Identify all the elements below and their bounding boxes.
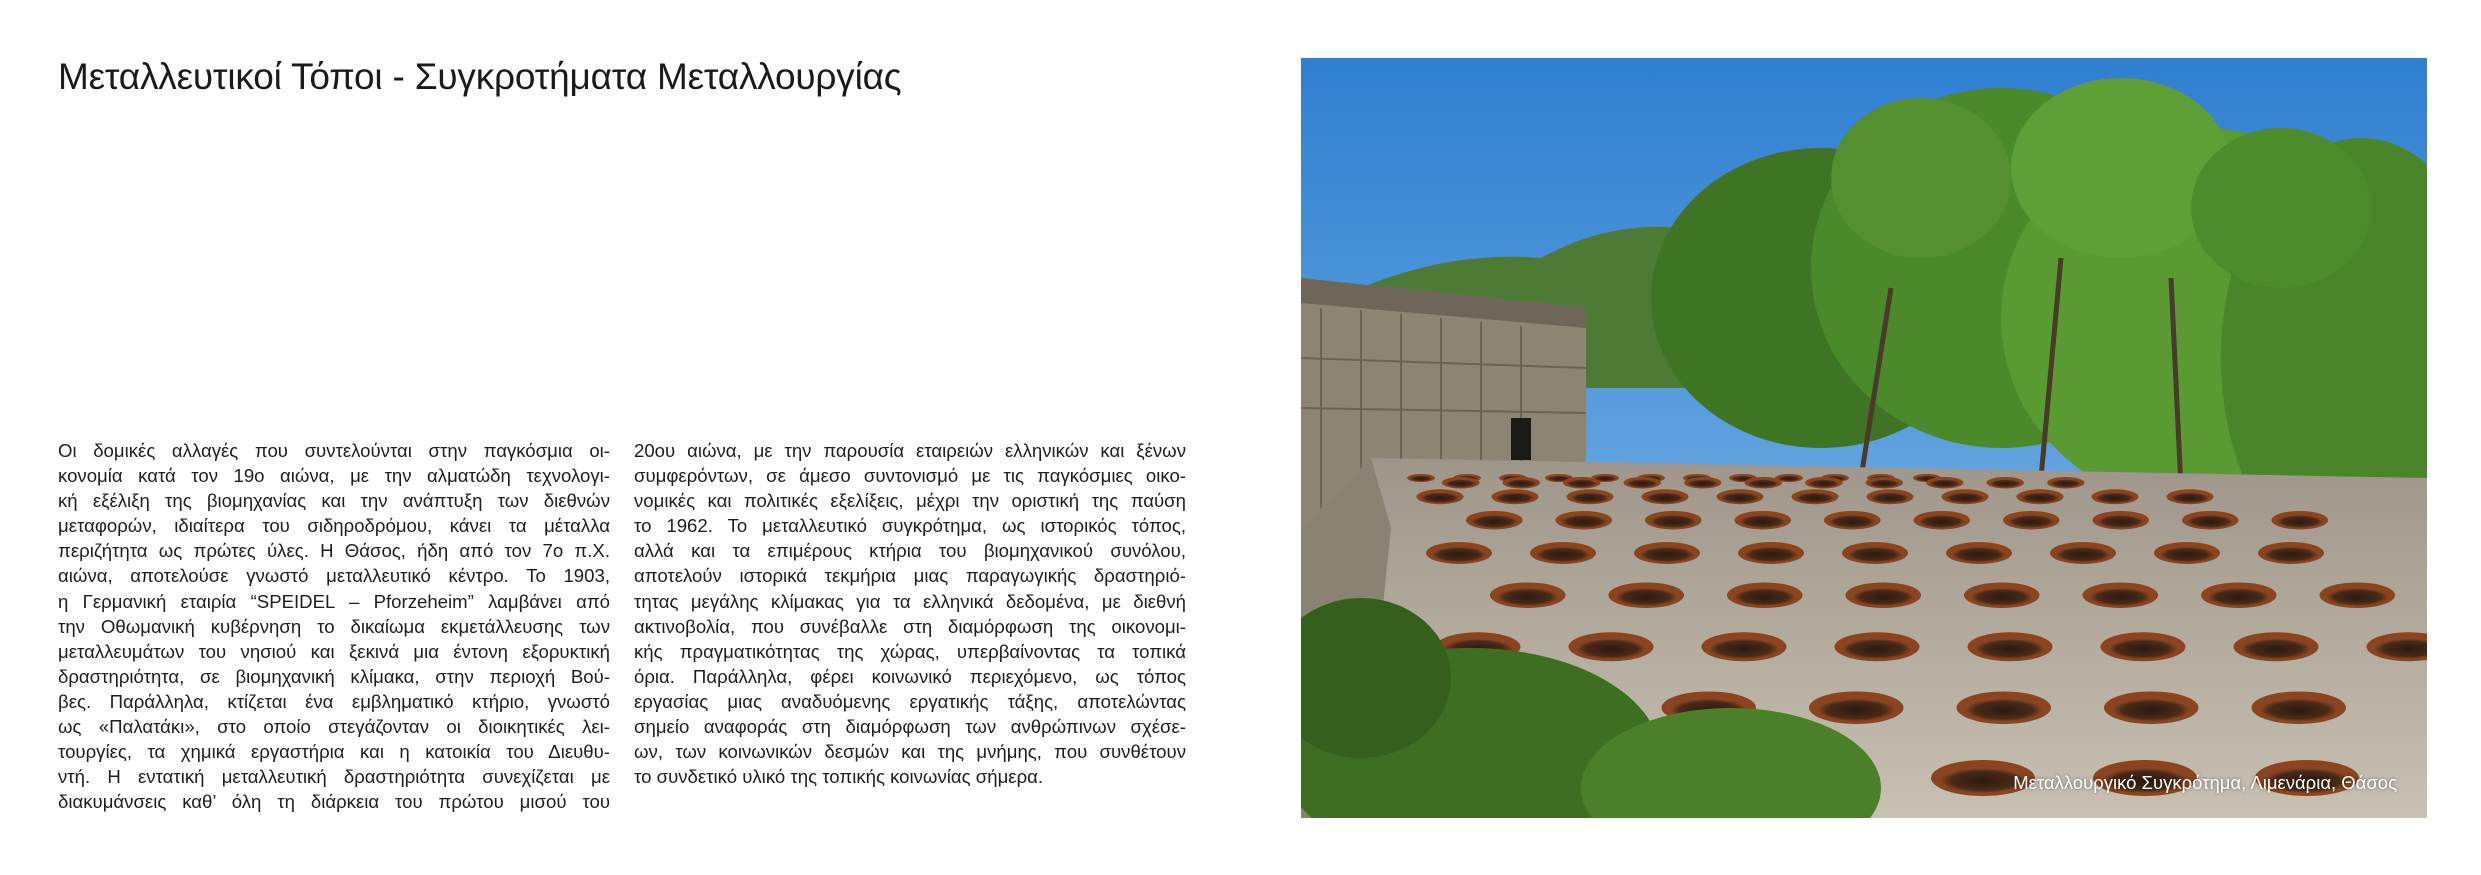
rust-pit-inner <box>1975 639 2045 659</box>
rust-pit-inner <box>1871 493 1910 504</box>
rust-pit-inner <box>1566 480 1597 488</box>
rust-pit-inner <box>2171 493 2210 504</box>
text-line: τητας μεγάλης κλίμακας για τα ελληνικά δεδομένα, με διεθνή <box>634 590 1186 612</box>
rust-pit-inner <box>1818 699 1895 722</box>
rust-pit-inner <box>1471 515 1517 528</box>
rust-pit-inner <box>1748 480 1779 488</box>
rust-pit-inner <box>1929 480 1960 488</box>
rust-pit-inner <box>1506 480 1537 488</box>
text-line: βες. Παράλληλα, κτίζεται ένα εμβληματικό κτήριο, γνωστό <box>58 690 610 712</box>
text-line: τουργίες, τα χημικά εργαστήρια και η κατοικία του Διευθυ- <box>58 741 610 763</box>
rust-pit-inner <box>1496 493 1535 504</box>
rust-pit-inner <box>2241 639 2311 659</box>
rust-pit-inner <box>1571 493 1610 504</box>
rust-pit-inner <box>1561 515 1607 528</box>
rust-pit-inner <box>1615 588 1677 606</box>
photo-caption: Μεταλλουργικό Συγκρότημα, Λιμενάρια, Θάσος <box>2013 772 2397 793</box>
rust-pit-inner <box>1650 515 1696 528</box>
rust-pit-inner <box>1497 588 1559 606</box>
rust-pit-inner <box>1640 547 1694 562</box>
text-line: αλλά και τα επιμέρους κτήρια του βιομηχανικού συνόλου, <box>634 540 1186 562</box>
rust-pit-inner <box>2187 515 2233 528</box>
rust-pit-inner <box>1829 515 1875 528</box>
rust-pit-inner <box>1869 480 1900 488</box>
text-line: δραστηριότητα, σε βιομηχανική κλίμακα, στην περιοχή Βού- <box>58 665 610 687</box>
rust-pit-inner <box>2089 588 2151 606</box>
rust-pit-inner <box>1919 515 1965 528</box>
rust-pit-inner <box>1971 588 2033 606</box>
rust-pit-inner <box>1952 547 2006 562</box>
rust-pit-inner <box>1421 493 1460 504</box>
text-line: διακυμάνσεις καθ’ όλη τη διάρκεια του πρώτου μισού του <box>58 791 610 813</box>
rust-pit-inner <box>2098 515 2144 528</box>
rust-pit-inner <box>1687 480 1718 488</box>
text-line: την Οθωμανική κυβέρνηση το δικαίωμα εκμετάλλευσης των <box>58 615 610 637</box>
rust-pit-inner <box>2056 547 2110 562</box>
rust-pit-inner <box>2264 547 2318 562</box>
rust-pit-inner <box>1796 493 1835 504</box>
text-column-right <box>634 438 1186 789</box>
rust-pit-inner <box>1842 639 1912 659</box>
rust-pit-inner <box>1744 547 1798 562</box>
rust-pit-inner <box>1627 480 1658 488</box>
rust-pit-inner <box>1709 639 1779 659</box>
text-line: η Γερμανική εταιρία “SPEIDEL – Pforzeheim” λαμβάνει από <box>58 590 610 612</box>
text-line: ως «Παλατάκι», στο οποίο στεγάζονταν οι διοικητικές λει- <box>58 716 610 738</box>
rust-pit-inner <box>1990 480 2021 488</box>
rust-pit-inner <box>2096 493 2135 504</box>
text-line: μεταφορών, ιδιαίτερα του σιδηροδρόμου, κάνει τα μέταλλα <box>58 515 610 537</box>
rust-pit-inner <box>1852 588 1914 606</box>
text-line: ακτινοβολία, που συνέβαλλε στη διαμόρφωση της οικονομι- <box>634 615 1186 637</box>
rust-pit-inner <box>1946 493 1985 504</box>
text-line: κονομία κατά τον 19ο αιώνα, με την αλματώδη τεχνολογι- <box>58 465 610 487</box>
rust-pit-inner <box>2260 699 2337 722</box>
rust-pit-inner <box>2113 699 2190 722</box>
rust-pit-inner <box>2326 588 2388 606</box>
rust-pit-inner <box>1848 547 1902 562</box>
rust-pit-inner <box>1576 639 1646 659</box>
rust-pit-inner <box>1445 480 1476 488</box>
text-line: το συνδετικό υλικό της τοπικής κοινωνίας σήμερα. <box>634 766 1044 788</box>
rust-pit-inner <box>2277 515 2323 528</box>
text-line: όρια. Παράλληλα, φέρει κοινωνικό περιεχόμενο, ως τόπος <box>634 665 1186 687</box>
rust-pit-inner <box>2021 493 2060 504</box>
rust-pit-inner <box>2208 588 2270 606</box>
rust-pit-inner <box>1740 515 1786 528</box>
text-line: 20ου αιώνα, με την παρουσία εταιρειών ελληνικών και ξένων <box>634 440 1186 461</box>
text-line: περιζήτητα ως πρώτες ύλες. Η Θάσος, ήδη από τον 7ο π.Χ. <box>58 540 610 562</box>
metallurgy-complex-photo <box>1301 58 2427 818</box>
text-line: συμφερόντων, σε άμεσο συντονισμό με τις παγκόσμιες οικο- <box>634 465 1186 487</box>
text-line: αιώνα, αποτελούσε γνωστό μεταλλευτικό κέντρο. Το 1903, <box>58 565 610 587</box>
text-column-left <box>58 438 610 814</box>
text-line: αποτελούν ιστορικά τεκμήρια μιας παραγωγικής δραστηριό- <box>634 565 1186 587</box>
rust-pit-inner <box>1808 480 1839 488</box>
rust-pit-inner <box>2008 515 2054 528</box>
rust-pit-inner <box>1432 547 1486 562</box>
photo-illustration <box>1301 58 2427 818</box>
rust-pit-inner <box>1646 493 1685 504</box>
rust-pit-inner <box>2160 547 2214 562</box>
text-line: ντή. Η εντατική μεταλλευτική δραστηριότητα συνεχίζεται με <box>58 766 610 788</box>
text-line: μεταλλευμάτων του νησιού και ξεκινά μια έντονη εξορυκτική <box>58 640 610 662</box>
text-line: ων, των κοινωνικών δεσμών και της μνήμης, που συνθέτουν <box>634 741 1186 763</box>
text-line: Οι δομικές αλλαγές που συντελούνται στην παγκόσμια οι- <box>58 440 610 461</box>
text-line: σημείο αναφοράς στη διαμόρφωση των ανθρώπινων σχέσε- <box>634 716 1186 738</box>
text-line: νομικές και πολιτικές εξελίξεις, μέχρι την οριστική της παύση <box>634 490 1186 512</box>
rust-pit-inner <box>1721 493 1760 504</box>
rust-pit-inner <box>1734 588 1796 606</box>
page-title: Μεταλλευτικοί Τόποι - Συγκροτήματα Μεταλλουργίας <box>58 56 902 97</box>
rust-pit-inner <box>1410 476 1433 482</box>
rust-pit-inner <box>2050 480 2081 488</box>
text-line: το 1962. Το μεταλλευτικό συγκρότημα, ως ιστορικός τόπος, <box>634 515 1186 537</box>
rust-pit-inner <box>1536 547 1590 562</box>
text-line: εργασίας μιας αναδυόμενης εργατικής τάξης, αποτελώντας <box>634 690 1186 712</box>
rust-pit-inner <box>1778 476 1801 482</box>
rust-pit-inner <box>2108 639 2178 659</box>
text-line: κή εξέλιξη της βιομηχανίας και την ανάπτυξη των διεθνών <box>58 490 610 512</box>
text-line: κής πραγματικότητας της χώρας, υπερβαίνοντας τα τοπικά <box>634 640 1186 662</box>
rust-pit-inner <box>1965 699 2042 722</box>
